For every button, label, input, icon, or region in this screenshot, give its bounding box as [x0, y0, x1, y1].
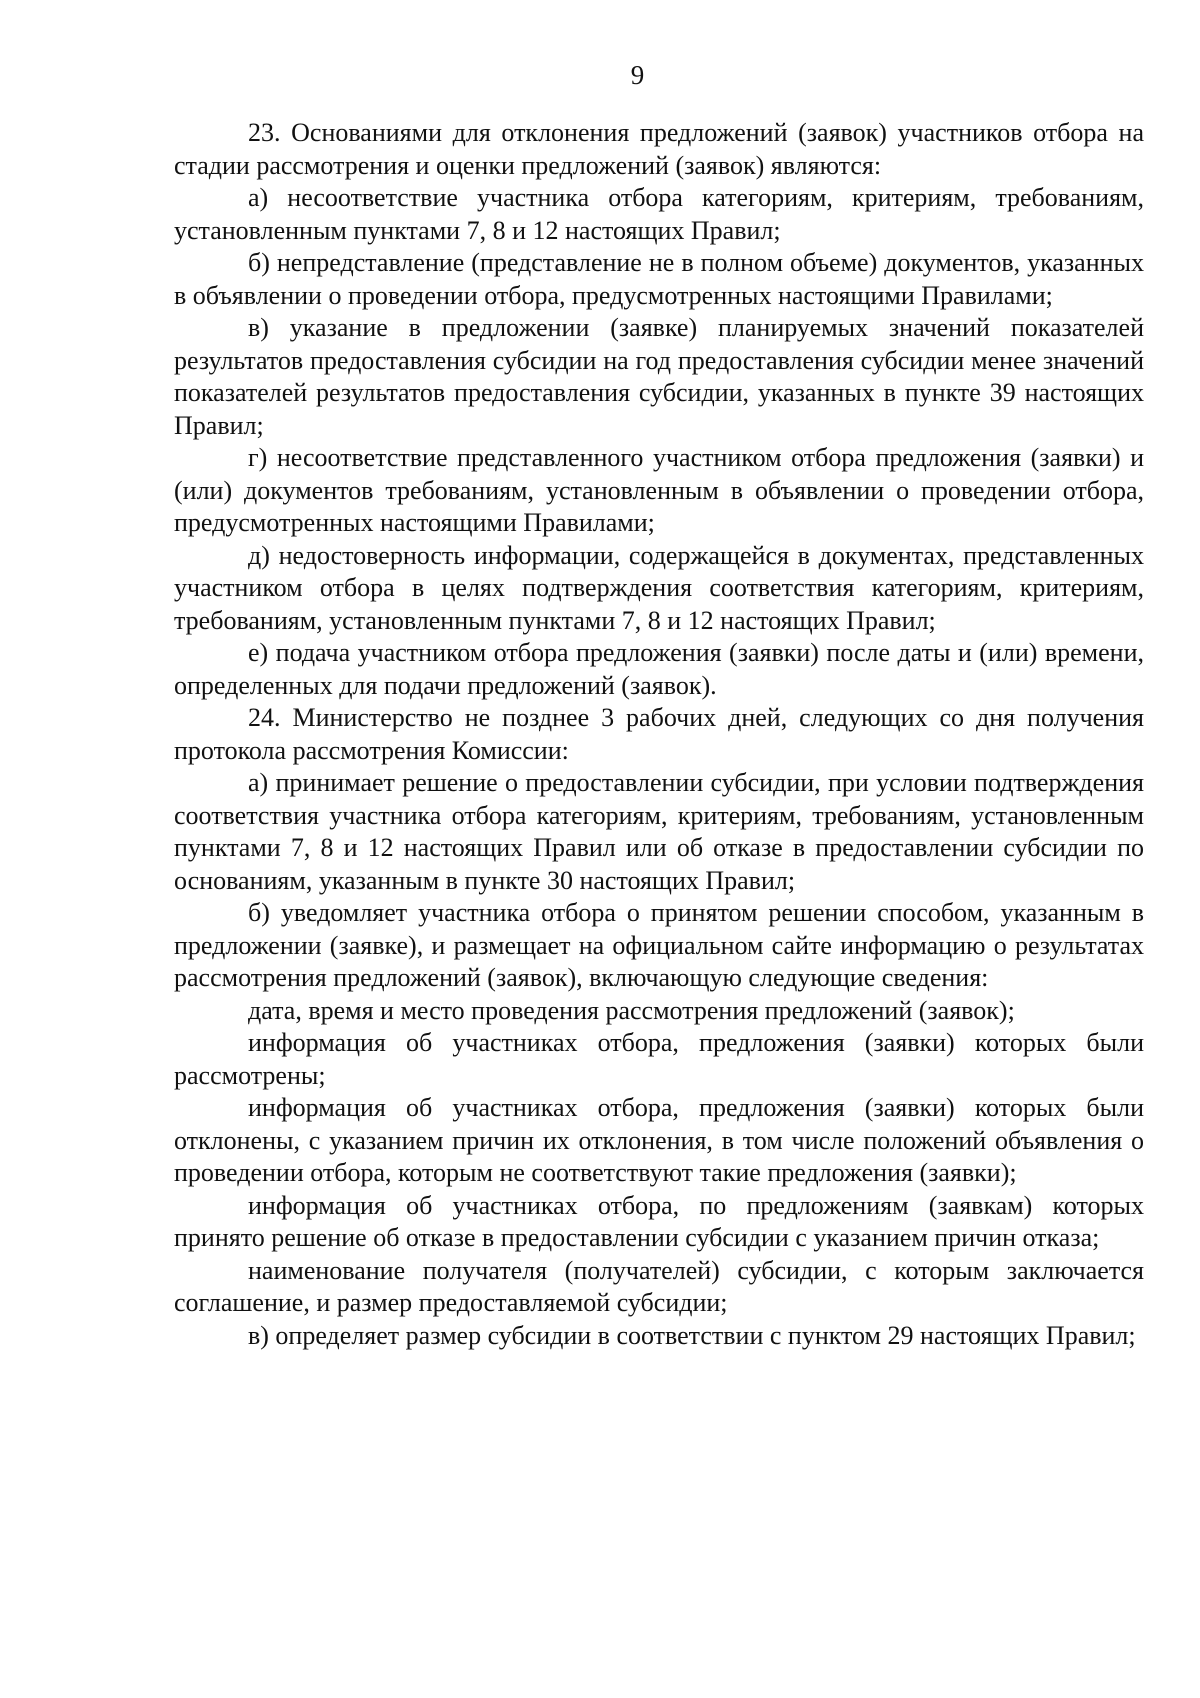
paragraph-23-v: в) указание в предложении (заявке) планируемых значений показателей результатов предоставления субсидии на год предоставления субсидии менее значений показателей результатов предоставления субсидии, указанных в пункте 39 настоящих Правил;: [174, 313, 1144, 440]
paragraph-24-v: в) определяет размер субсидии в соответствии с пунктом 29 настоящих Правил;: [248, 1320, 1136, 1350]
list-item-date-time-place: дата, время и место проведения рассмотрения предложений (заявок);: [248, 995, 1015, 1025]
list-item-refused-participants: информация об участниках отбора, по предложениям (заявкам) которых принято решение об отказе в предоставлении субсидии с указанием причин отказа;: [174, 1190, 1144, 1252]
paragraph-24-a: а) принимает решение о предоставлении субсидии, при условии подтверждения соответствия участника отбора категориям, критериям, требованиям, установленным пунктами 7, 8 и 12 настоящих Правил или об отказе в предоставлении субсидии по основаниям, указанным в пункте 30 настоящих Правил;: [174, 768, 1144, 895]
paragraph-24: 24. Министерство не позднее 3 рабочих дней, следующих со дня получения протокола рассмотрения Комиссии:: [174, 703, 1144, 765]
paragraph-23-g: г) несоответствие представленного участником отбора предложения (заявки) и (или) документов требованиям, установленным в объявлении о проведении отбора, предусмотренных настоящими Правилами;: [174, 443, 1144, 537]
paragraph-23: 23. Основаниями для отклонения предложений (заявок) участников отбора на стадии рассмотрения и оценки предложений (заявок) являются:: [174, 118, 1144, 180]
paragraph-24-b: б) уведомляет участника отбора о принятом решении способом, указанным в предложении (заявке), и размещает на официальном сайте информацию о результатах рассмотрения предложений (заявок), включающую следующие сведения:: [174, 898, 1144, 992]
document-body: [174, 117, 1144, 1352]
paragraph-23-a: а) несоответствие участника отбора категориям, критериям, требованиям, установленным пунктами 7, 8 и 12 настоящих Правил;: [174, 183, 1144, 245]
paragraph-23-e: е) подача участником отбора предложения (заявки) после даты и (или) времени, определенных для подачи предложений (заявок).: [174, 638, 1144, 700]
page-number: 9: [630, 60, 645, 90]
list-item-recipient-name: наименование получателя (получателей) субсидии, с которым заключается соглашение, и размер предоставляемой субсидии;: [174, 1255, 1144, 1317]
list-item-considered-participants: информация об участниках отбора, предложения (заявки) которых были рассмотрены;: [174, 1028, 1144, 1090]
paragraph-23-d: д) недостоверность информации, содержащейся в документах, представленных участником отбора в целях подтверждения соответствия категориям, критериям, требованиям, установленным пунктами 7, 8 и 12 настоящих Правил;: [174, 540, 1144, 635]
list-item-rejected-participants: информация об участниках отбора, предложения (заявки) которых были отклонены, с указанием причин их отклонения, в том числе положений объявления о проведении отбора, которым не соответствуют такие предложения (заявки);: [174, 1093, 1144, 1187]
paragraph-23-b: б) непредставление (представление не в полном объеме) документов, указанных в объявлении о проведении отбора, предусмотренных настоящими Правилами;: [174, 248, 1144, 310]
